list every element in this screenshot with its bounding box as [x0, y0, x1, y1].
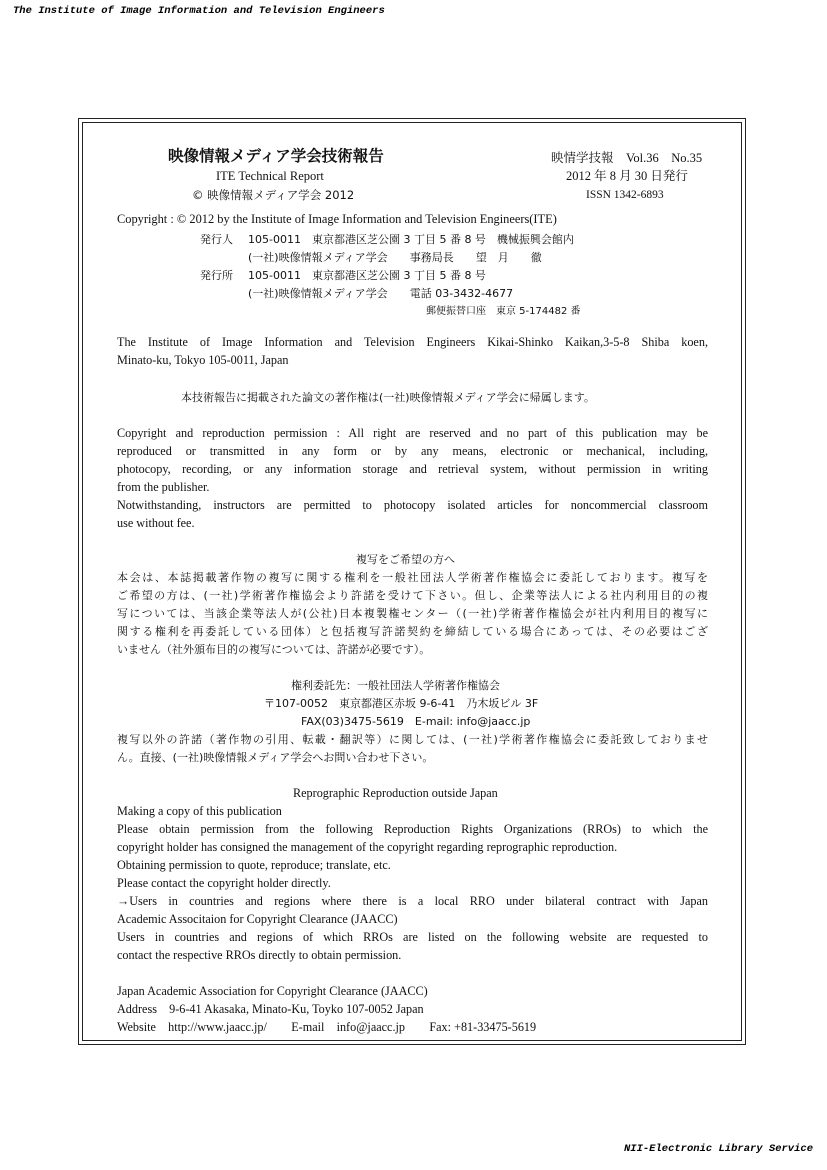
permission-line: reproduced or transmitted in any form or by any means, electronic or mechanical, including, [117, 444, 708, 458]
running-header-bottom: NII-Electronic Library Service [623, 1143, 813, 1155]
office-org: (一社)映像情報メディア学会 電話 03-3432-4677 [248, 287, 514, 300]
report-title-en: ITE Technical Report [216, 169, 324, 183]
please-obtain: Please obtain permission from the following Reproduction Rights Organizations (RROs) to which the [117, 822, 708, 836]
please-obtain-cont: copyright holder has consigned the management of the copyright regarding reprographic reproduction. [117, 840, 618, 854]
permission-line-last: from the publisher. [117, 480, 210, 494]
permission-note: Notwithstanding, instructors are permitted to photocopy isolated articles for noncommercial classroom [117, 498, 708, 512]
address-en-line2: Minato-ku, Tokyo 105-0011, Japan [117, 353, 289, 367]
users-listed-rro: Users in countries and regions of which RROs are listed on the following website are requested to [117, 930, 708, 944]
contact-fax-jp: FAX(03)3475-5619 E-mail: info@jaacc.jp [301, 715, 531, 728]
users-listed-rro-cont: contact the respective RROs directly to obtain permission. [117, 948, 402, 962]
other-permission-jp-end: ん。直接、(一社)映像情報メディア学会へお問い合わせ下さい。 [117, 751, 434, 764]
copy-line-jp: ご希望の方は、(一社)学術著作権協会より許諾を受けて下さい。但し、企業等法人による社内利用目的の複 [117, 589, 708, 602]
other-permission-jp: 複写以外の許諾（著作物の引用、転載・翻訳等）に関しては、(一社)学術著作権協会に委託致しておりませ [117, 733, 708, 746]
contact-address-jp: 〒107-0052 東京都港区赤坂 9-6-41 乃木坂ビル 3F [264, 697, 539, 710]
publisher-label: 発行人 [200, 233, 233, 246]
users-local-rro-cont: Academic Associtaion for Copyright Clearance (JAACC) [117, 912, 398, 926]
contact-org-jp: 権利委託先：一般社団法人学術著作権協会 [291, 679, 500, 692]
copy-line-jp-last: いません（社外頒布目的の複写については、許諾が必要です）。 [117, 643, 431, 656]
making-copy: Making a copy of this publication [117, 804, 282, 818]
address-en-line1: The Institute of Image Information and Television Engineers Kikai-Shinko Kaikan,3-5-8 Shiba koen, [117, 335, 708, 349]
report-copyright-jp: © 映像情報メディア学会 2012 [192, 188, 355, 202]
publisher-org: (一社)映像情報メディア学会 事務局長 望 月 徹 [248, 251, 542, 264]
publisher-address: 105-0011 東京都港区芝公園 3 丁目 5 番 8 号 機械振興会館内 [248, 233, 574, 246]
report-title-jp: 映像情報メディア学会技術報告 [168, 147, 384, 165]
obtaining-permission: Obtaining permission to quote, reproduce; translate, etc. [117, 858, 391, 872]
copy-line-jp: 写については、当該企業等法人が(公社)日本複製権センター（(一社)学術著作権協会が社内利用目的複写に [117, 607, 708, 620]
permission-line: Copyright and reproduction permission : All right are reserved and no part of this publication may be [117, 426, 708, 440]
office-address: 105-0011 東京都港区芝公園 3 丁目 5 番 8 号 [248, 269, 486, 282]
jaacc-name: Japan Academic Association for Copyright Clearance (JAACC) [117, 984, 428, 998]
report-volume: 映情学技報 Vol.36 No.35 [551, 151, 703, 165]
office-label: 発行所 [200, 269, 233, 282]
report-date: 2012 年 8 月 30 日発行 [566, 169, 688, 183]
running-header-top: The Institute of Image Information and Television Engineers [13, 5, 385, 17]
copy-line-jp: 本会は、本誌掲載著作物の複写に関する権利を一般社団法人学術著作権協会に委託しております。複写を [117, 571, 708, 584]
copy-heading-jp: 複写をご希望の方へ [356, 553, 455, 566]
permission-note-end: use without fee. [117, 516, 195, 530]
outside-japan-heading: Reprographic Reproduction outside Japan [293, 786, 498, 800]
jaacc-address: Address 9-6-41 Akasaka, Minato-Ku, Toyko 107-0052 Japan [117, 1002, 424, 1016]
jaacc-contact: Website http://www.jaacc.jp/ E-mail info@jaacc.jp Fax: +81-33475-5619 [117, 1020, 537, 1034]
copy-line-jp: 関する権利を再委託している団体）と包括複写許諾契約を締結している場合にあっては、その必要はござ [117, 625, 708, 638]
contact-holder: Please contact the copyright holder directly. [117, 876, 331, 890]
users-local-rro: →Users in countries and regions where there is a local RRO under bilateral contract with Japan [117, 894, 708, 908]
copyright-line: Copyright : © 2012 by the Institute of Image Information and Television Engineers(ITE) [117, 212, 557, 226]
copyright-notice-jp: 本技術報告に掲載された論文の著作権は(一社)映像情報メディア学会に帰属します。 [181, 391, 595, 404]
report-issn: ISSN 1342-6893 [586, 189, 664, 201]
permission-line: photocopy, recording, or any information storage and retrieval system, without permission in writing [117, 462, 708, 476]
postal-account: 郵便振替口座 東京 5-174482 番 [426, 306, 581, 317]
